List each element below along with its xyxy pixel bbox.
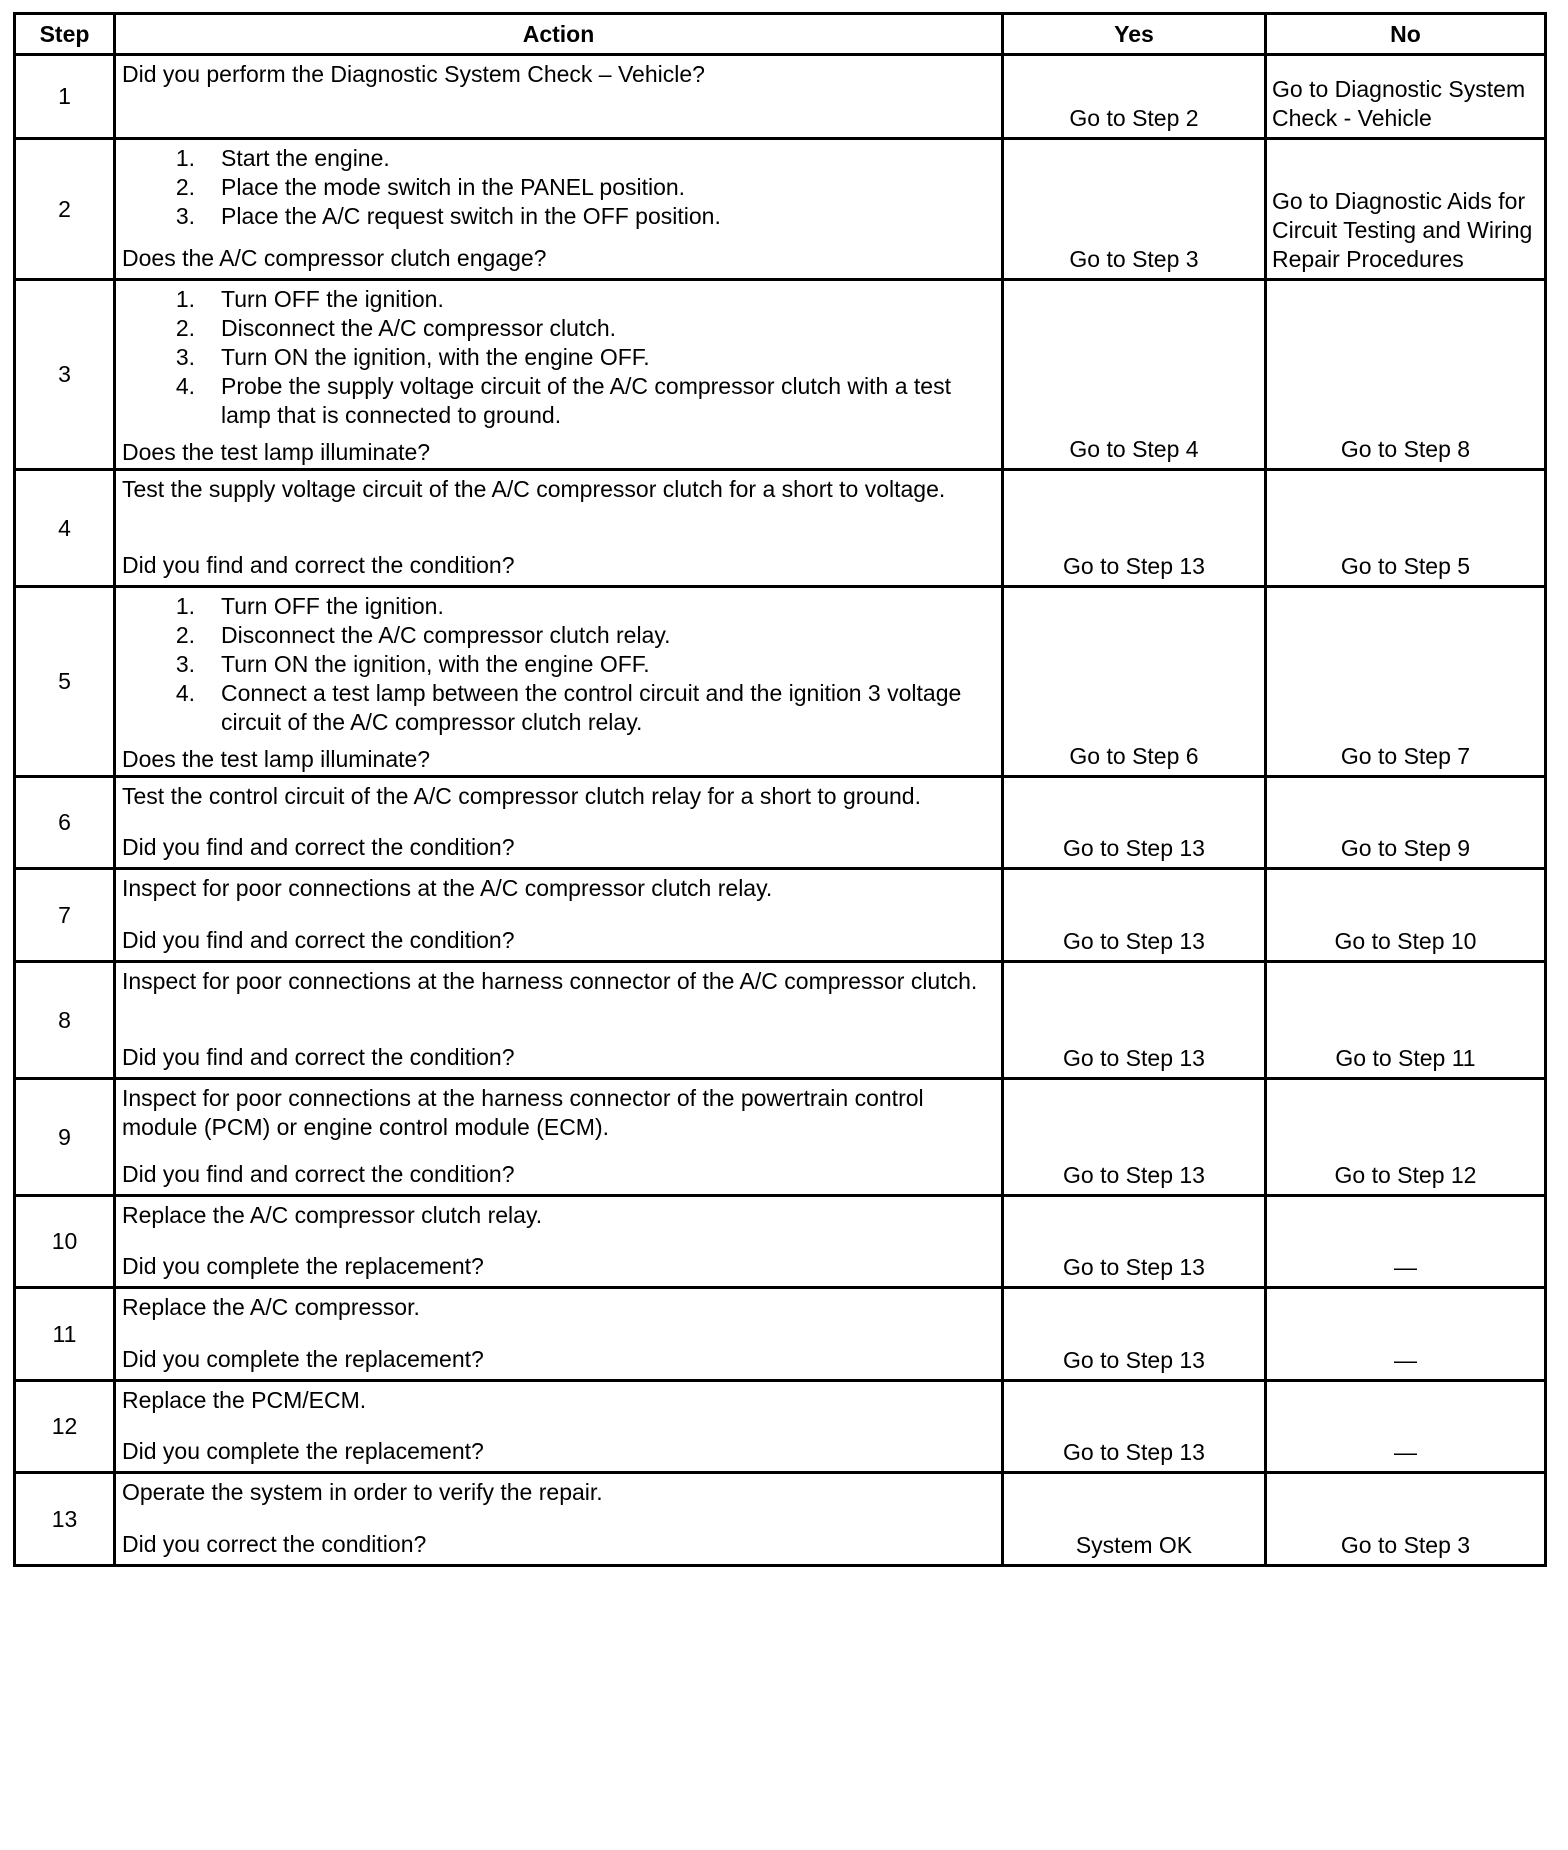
yes-result: System OK: [1003, 1473, 1266, 1566]
step-number: 7: [15, 869, 115, 962]
procedure-item-text: Turn OFF the ignition.: [221, 593, 444, 619]
yes-result: Go to Step 13: [1003, 1288, 1266, 1381]
action-cell: [115, 962, 1003, 1079]
no-result: —: [1266, 1381, 1546, 1473]
action-cell: [115, 470, 1003, 587]
yes-result: Go to Step 13: [1003, 869, 1266, 962]
procedure-item-number: 3.: [175, 203, 195, 229]
yes-result: Go to Step 13: [1003, 777, 1266, 869]
table-row: [15, 587, 1546, 777]
action-question: Did you find and correct the condition?: [122, 927, 515, 953]
procedure-item-text: Disconnect the A/C compressor clutch.: [221, 315, 616, 341]
procedure-item: [122, 144, 995, 173]
procedure-item: [122, 173, 995, 202]
action-question: Did you find and correct the condition?: [122, 1161, 515, 1187]
procedure-item-number: 2.: [175, 315, 195, 341]
no-result: Go to Step 10: [1266, 869, 1546, 962]
action-cell: [115, 55, 1003, 139]
no-result: Go to Diagnostic System Check - Vehicle: [1266, 55, 1546, 139]
table-row: [15, 777, 1546, 869]
action-question: Did you correct the condition?: [122, 1531, 427, 1557]
yes-result: Go to Step 13: [1003, 1196, 1266, 1288]
no-result: Go to Diagnostic Aids for Circuit Testing and Wiring Repair Procedures: [1266, 139, 1546, 280]
no-result: Go to Step 11: [1266, 962, 1546, 1079]
step-number: 13: [15, 1473, 115, 1566]
no-result: Go to Step 3: [1266, 1473, 1546, 1566]
procedure-list: [122, 285, 995, 430]
no-result: Go to Step 7: [1266, 587, 1546, 777]
action-text: Operate the system in order to verify the repair.: [122, 1479, 603, 1505]
action-cell: [115, 1473, 1003, 1566]
action-text: Did you perform the Diagnostic System Check – Vehicle?: [122, 61, 705, 87]
header-step: Step: [15, 14, 115, 55]
yes-result: Go to Step 3: [1003, 139, 1266, 280]
action-cell: [115, 869, 1003, 962]
procedure-item: [122, 285, 995, 314]
step-number: 8: [15, 962, 115, 1079]
action-cell: [115, 280, 1003, 470]
table-row: [15, 55, 1546, 139]
procedure-item: [122, 679, 995, 737]
procedure-item-text: Place the mode switch in the PANEL position.: [221, 174, 686, 200]
procedure-item-text: Turn ON the ignition, with the engine OFF.: [221, 344, 650, 370]
yes-result: Go to Step 2: [1003, 55, 1266, 139]
step-number: 4: [15, 470, 115, 587]
action-text: Inspect for poor connections at the harness connector of the A/C compressor clutch.: [122, 968, 978, 994]
no-result: Go to Step 9: [1266, 777, 1546, 869]
action-cell: [115, 777, 1003, 869]
action-question: Did you find and correct the condition?: [122, 552, 515, 578]
procedure-item-number: 3.: [175, 344, 195, 370]
procedure-item-text: Probe the supply voltage circuit of the A/C compressor clutch with a test lamp that is connected to ground.: [221, 373, 951, 428]
action-text: Test the control circuit of the A/C compressor clutch relay for a short to ground.: [122, 783, 921, 809]
procedure-item: [122, 621, 995, 650]
no-result: Go to Step 5: [1266, 470, 1546, 587]
action-cell: [115, 139, 1003, 280]
step-number: 12: [15, 1381, 115, 1473]
action-cell: [115, 1196, 1003, 1288]
step-number: 3: [15, 280, 115, 470]
step-number: 1: [15, 55, 115, 139]
procedure-item-number: 2.: [175, 174, 195, 200]
yes-result: Go to Step 4: [1003, 280, 1266, 470]
action-cell: [115, 1288, 1003, 1381]
procedure-item-number: 4.: [175, 373, 195, 399]
action-question: Did you complete the replacement?: [122, 1438, 484, 1464]
yes-result: Go to Step 13: [1003, 470, 1266, 587]
no-result: Go to Step 8: [1266, 280, 1546, 470]
header-no: No: [1266, 14, 1546, 55]
table-row: [15, 1473, 1546, 1566]
action-cell: [115, 587, 1003, 777]
step-number: 5: [15, 587, 115, 777]
table-row: [15, 470, 1546, 587]
step-number: 6: [15, 777, 115, 869]
action-text: Inspect for poor connections at the harness connector of the powertrain control module (PCM) or engine control module (ECM).: [122, 1085, 924, 1140]
yes-result: Go to Step 13: [1003, 1079, 1266, 1196]
table-row: [15, 869, 1546, 962]
procedure-item: [122, 343, 995, 372]
action-question: Did you find and correct the condition?: [122, 834, 515, 860]
procedure-item-number: 1.: [175, 593, 195, 619]
action-text: Inspect for poor connections at the A/C compressor clutch relay.: [122, 875, 773, 901]
procedure-item-text: Connect a test lamp between the control circuit and the ignition 3 voltage circuit of the A/C compressor clutch relay.: [221, 680, 962, 735]
procedure-item: [122, 202, 995, 231]
procedure-item-text: Place the A/C request switch in the OFF position.: [221, 203, 721, 229]
procedure-item-number: 2.: [175, 622, 195, 648]
action-text: Replace the A/C compressor clutch relay.: [122, 1202, 543, 1228]
step-number: 2: [15, 139, 115, 280]
action-question: Did you complete the replacement?: [122, 1253, 484, 1279]
table-row: [15, 1196, 1546, 1288]
table-row: [15, 1381, 1546, 1473]
header-row: [15, 14, 1546, 55]
action-cell: [115, 1381, 1003, 1473]
procedure-item: [122, 592, 995, 621]
action-question: Did you complete the replacement?: [122, 1346, 484, 1372]
table-body: [15, 55, 1546, 1566]
procedure-item-number: 4.: [175, 680, 195, 706]
header-yes: Yes: [1003, 14, 1266, 55]
no-result: —: [1266, 1196, 1546, 1288]
action-question: Does the A/C compressor clutch engage?: [122, 245, 547, 271]
diagnostic-table: [13, 12, 1547, 1567]
action-question: Does the test lamp illuminate?: [122, 746, 431, 772]
procedure-item-text: Turn OFF the ignition.: [221, 286, 444, 312]
yes-result: Go to Step 6: [1003, 587, 1266, 777]
no-result: —: [1266, 1288, 1546, 1381]
procedure-item: [122, 314, 995, 343]
table-row: [15, 1288, 1546, 1381]
action-text: Replace the A/C compressor.: [122, 1294, 420, 1320]
action-question: Did you find and correct the condition?: [122, 1044, 515, 1070]
procedure-list: [122, 592, 995, 737]
table-row: [15, 1079, 1546, 1196]
action-text: Replace the PCM/ECM.: [122, 1387, 367, 1413]
step-number: 9: [15, 1079, 115, 1196]
action-question: Does the test lamp illuminate?: [122, 439, 431, 465]
table-row: [15, 962, 1546, 1079]
procedure-item-number: 3.: [175, 651, 195, 677]
procedure-item-text: Disconnect the A/C compressor clutch relay.: [221, 622, 671, 648]
header-action: Action: [115, 14, 1003, 55]
step-number: 10: [15, 1196, 115, 1288]
yes-result: Go to Step 13: [1003, 962, 1266, 1079]
table-row: [15, 139, 1546, 280]
step-number: 11: [15, 1288, 115, 1381]
procedure-list: [122, 144, 995, 231]
procedure-item: [122, 650, 995, 679]
action-cell: [115, 1079, 1003, 1196]
procedure-item-number: 1.: [175, 145, 195, 171]
action-text: Test the supply voltage circuit of the A/C compressor clutch for a short to voltage.: [122, 476, 946, 502]
table-row: [15, 280, 1546, 470]
procedure-item: [122, 372, 995, 430]
procedure-item-number: 1.: [175, 286, 195, 312]
no-result: Go to Step 12: [1266, 1079, 1546, 1196]
yes-result: Go to Step 13: [1003, 1381, 1266, 1473]
procedure-item-text: Turn ON the ignition, with the engine OFF.: [221, 651, 650, 677]
procedure-item-text: Start the engine.: [221, 145, 390, 171]
